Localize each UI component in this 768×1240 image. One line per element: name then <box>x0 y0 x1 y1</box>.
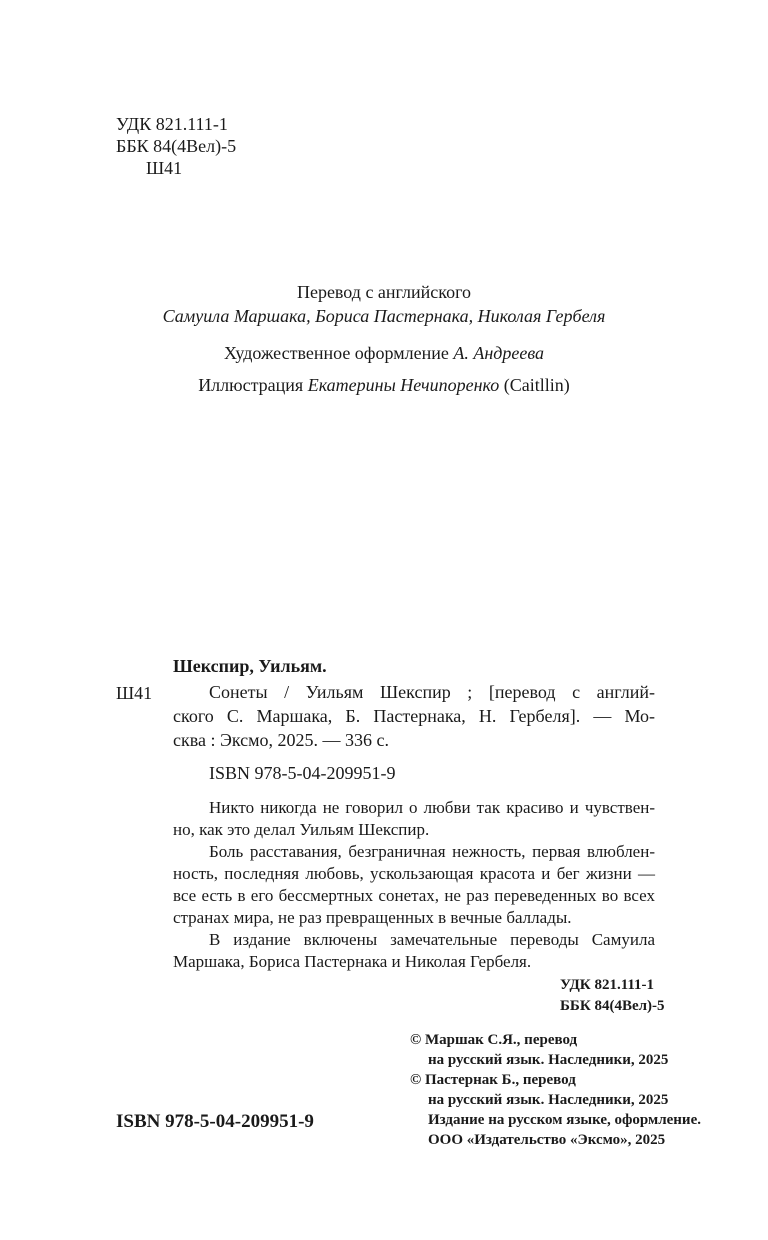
designer-name: А. Андреева <box>453 343 545 363</box>
bbk-code-bottom: ББК 84(4Вел)-5 <box>560 998 665 1014</box>
catalog-line: Сонеты / Уильям Шекспир ; [перевод с англий- <box>209 682 655 702</box>
illustration-credit <box>0 373 768 397</box>
translators-names: Самуила Маршака, Бориса Пастернака, Николая Гербеля <box>162 306 606 326</box>
annotation-line: все есть в его бессмертных сонетах, не раз переведенных во всех <box>173 886 655 905</box>
design-label: Художественное оформление <box>223 343 449 363</box>
footer-isbn: ISBN 978-5-04-209951-9 <box>116 1111 314 1132</box>
copyright-line: © Пастернак Б., перевод <box>410 1072 576 1088</box>
annotation-line: ность, последняя любовь, ускользающая красота и бег жизни — <box>173 864 655 883</box>
copyright-line: на русский язык. Наследники, 2025 <box>428 1092 669 1108</box>
catalog-isbn: ISBN 978-5-04-209951-9 <box>209 763 396 783</box>
annotation-line: Никто никогда не говорил о любви так красиво и чувствен- <box>209 798 655 817</box>
catalog-mark: Ш41 <box>116 683 153 703</box>
design-credit <box>0 341 768 365</box>
catalog-line: сква : Эксмо, 2025. — 336 с. <box>173 730 390 750</box>
udk-code-bottom: УДК 821.111-1 <box>560 977 655 993</box>
annotation-line: Маршака, Бориса Пастернака и Николая Гербеля. <box>173 952 532 971</box>
copyright-line: ООО «Издательство «Эксмо», 2025 <box>428 1132 666 1148</box>
translation-label: Перевод с английского <box>296 282 472 302</box>
illustrator-alias: (Caitllin) <box>503 375 570 395</box>
illustration-label: Иллюстрация <box>198 375 304 395</box>
bbk-code: ББК 84(4Вел)-5 <box>116 136 237 156</box>
copyright-line: Издание на русском языке, оформление. <box>428 1112 701 1128</box>
annotation-line: В издание включены замечательные переводы Самуила <box>209 930 655 949</box>
copyright-line: © Маршак С.Я., перевод <box>410 1032 578 1048</box>
author-mark: Ш41 <box>146 158 183 178</box>
illustrator-name: Екатерины Нечипоренко <box>307 375 500 395</box>
annotation-line: Боль расставания, безграничная нежность, первая влюблен- <box>209 842 655 861</box>
catalog-line: ского С. Маршака, Б. Пастернака, Н. Гербеля]. — Мо- <box>173 706 655 726</box>
annotation-line: но, как это делал Уильям Шекспир. <box>173 820 430 839</box>
annotation-line: странах мира, не раз превращенных в вечные баллады. <box>173 908 572 927</box>
udk-code: УДК 821.111-1 <box>116 114 228 134</box>
copyright-line: на русский язык. Наследники, 2025 <box>428 1052 669 1068</box>
catalog-heading: Шекспир, Уильям. <box>173 656 327 676</box>
